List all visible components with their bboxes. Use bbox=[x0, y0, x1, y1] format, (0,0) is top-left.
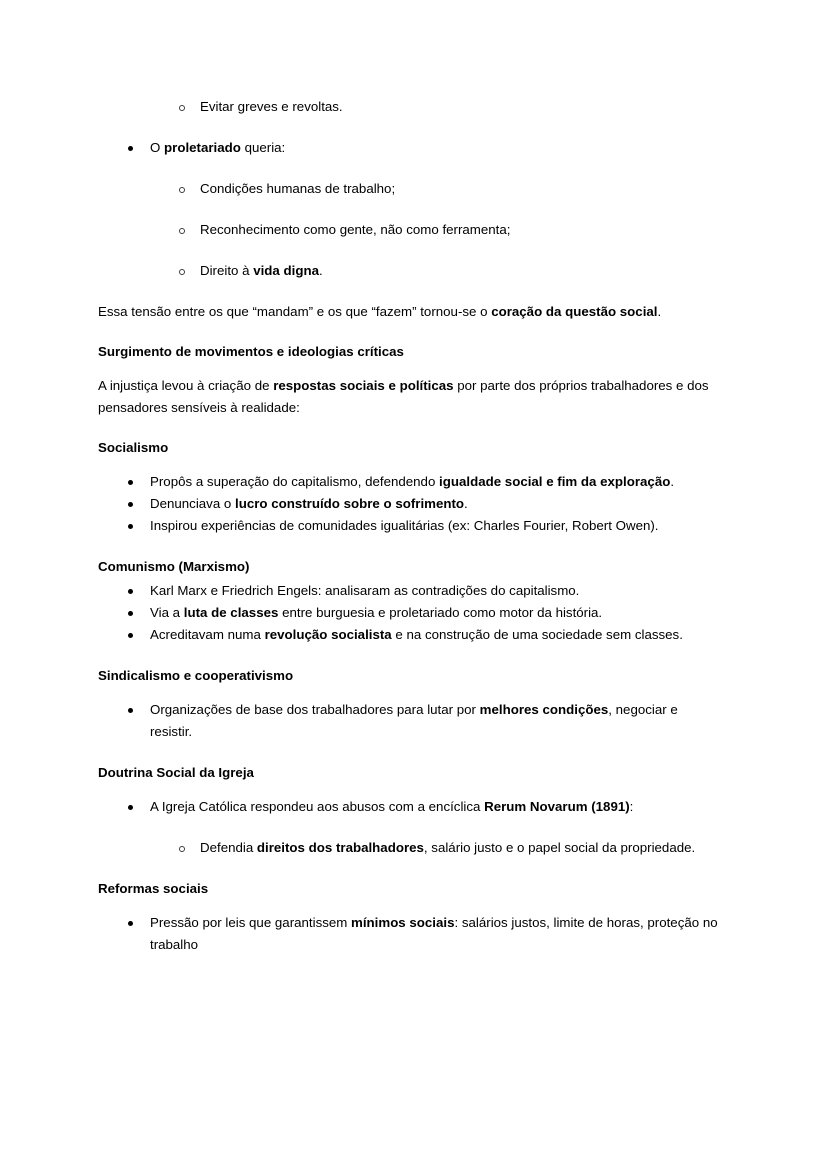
list-item-text-part1: Acreditavam numa bbox=[150, 627, 265, 642]
document-content bbox=[98, 96, 722, 956]
list-item bbox=[98, 515, 722, 537]
list-item-text-part2: , salário justo e o papel social da propriedade. bbox=[423, 840, 696, 855]
spacer bbox=[98, 282, 722, 301]
spacer bbox=[98, 159, 722, 178]
list-item-text-prefix: O bbox=[150, 140, 165, 155]
paragraph-text-part2: por parte dos próprios trabalhadores e dos pensadores sensíveis à realidade: bbox=[98, 378, 709, 415]
list-item-text-bold: proletariado bbox=[164, 140, 241, 155]
spacer bbox=[98, 646, 722, 665]
list-item bbox=[98, 602, 722, 624]
list-item bbox=[98, 624, 722, 646]
list-item-text-part2: , negociar e resistir. bbox=[150, 702, 678, 739]
list-item-text-suffix: . bbox=[318, 263, 323, 278]
list-reformas bbox=[98, 912, 722, 956]
list-item-text: Reconhecimento como gente, não como ferramenta; bbox=[200, 222, 511, 237]
paragraph-injustica bbox=[98, 375, 722, 419]
list-item bbox=[98, 580, 722, 602]
spacer bbox=[98, 118, 722, 137]
paragraph-text-part1: Essa tensão entre os que “mandam” e os que “fazem” tornou-se o bbox=[98, 304, 492, 319]
list-item bbox=[98, 219, 722, 241]
list-item-text-part1: Via a bbox=[150, 605, 184, 620]
list-item-text-bold: Rerum Novarum (1891) bbox=[484, 799, 630, 814]
list-item bbox=[98, 699, 722, 743]
list-proletariado-sublist bbox=[98, 178, 722, 282]
list-comunismo bbox=[98, 580, 722, 646]
paragraph-tensao bbox=[98, 301, 722, 323]
list-item bbox=[98, 796, 722, 818]
list-item-text-part2: : salários justos, limite de horas, proteção no trabalho bbox=[150, 915, 718, 952]
list-item-text: Condições humanas de trabalho; bbox=[200, 181, 396, 196]
list-proletariado bbox=[98, 137, 722, 159]
list-item-text-part2: entre burguesia e proletariado como motor da história. bbox=[278, 605, 603, 620]
list-item-text-part1: A Igreja Católica respondeu aos abusos com a encíclica bbox=[150, 799, 485, 814]
list-item bbox=[98, 178, 722, 200]
list-item-text-bold: melhores condições bbox=[479, 702, 609, 717]
spacer bbox=[98, 818, 722, 837]
list-socialismo bbox=[98, 471, 722, 537]
spacer bbox=[98, 859, 722, 878]
list-item-text: Karl Marx e Friedrich Engels: analisaram as contradições do capitalismo. bbox=[150, 583, 580, 598]
list-doutrina bbox=[98, 796, 722, 818]
list-item-text-bold: igualdade social e fim da exploração bbox=[439, 474, 671, 489]
heading-doutrina: Doutrina Social da Igreja bbox=[98, 765, 254, 780]
list-item-text-bold: direitos dos trabalhadores bbox=[256, 840, 424, 855]
list-item bbox=[98, 137, 722, 159]
list-item-text-part1: Denunciava o bbox=[150, 496, 236, 511]
list-item-text-prefix: Direito à bbox=[200, 263, 254, 278]
list-item-text-part2: : bbox=[629, 799, 634, 814]
list-item bbox=[98, 493, 722, 515]
list-item bbox=[98, 96, 722, 118]
list-item-text-bold: vida digna bbox=[253, 263, 319, 278]
list-item bbox=[98, 260, 722, 282]
list-doutrina-sublist bbox=[98, 837, 722, 859]
list-item-text-suffix: queria: bbox=[240, 140, 286, 155]
spacer bbox=[98, 743, 722, 762]
list-item-text: Inspirou experiências de comunidades igualitárias (ex: Charles Fourier, Robert Owen). bbox=[150, 518, 659, 533]
list-top-sublist bbox=[98, 96, 722, 118]
list-item-text: Evitar greves e revoltas. bbox=[200, 99, 343, 114]
list-item-text-part2: . bbox=[670, 474, 675, 489]
paragraph-text-part1: A injustiça levou à criação de bbox=[98, 378, 274, 393]
list-item-text-part2: e na construção de uma sociedade sem classes. bbox=[391, 627, 683, 642]
paragraph-text-bold: coração da questão social bbox=[491, 304, 658, 319]
list-item bbox=[98, 837, 722, 859]
heading-surgimento: Surgimento de movimentos e ideologias críticas bbox=[98, 344, 404, 359]
paragraph-text-bold: respostas sociais e políticas bbox=[273, 378, 454, 393]
list-sindicalismo bbox=[98, 699, 722, 743]
list-item-text-bold: lucro construído sobre o sofrimento bbox=[235, 496, 465, 511]
paragraph-text-part2: . bbox=[657, 304, 662, 319]
heading-socialismo: Socialismo bbox=[98, 440, 169, 455]
list-item bbox=[98, 912, 722, 956]
list-item-text-part1: Propôs a superação do capitalismo, defendendo bbox=[150, 474, 440, 489]
list-item-text-part2: . bbox=[464, 496, 468, 511]
heading-comunismo: Comunismo (Marxismo) bbox=[98, 559, 250, 574]
heading-reformas: Reformas sociais bbox=[98, 881, 209, 896]
list-item-text-bold: mínimos sociais bbox=[351, 915, 455, 930]
list-item-text-bold: luta de classes bbox=[183, 605, 279, 620]
list-item-text-part1: Pressão por leis que garantissem bbox=[150, 915, 352, 930]
list-item-text-part1: Organizações de base dos trabalhadores para lutar por bbox=[150, 702, 480, 717]
list-item-text-part1: Defendia bbox=[200, 840, 257, 855]
heading-sindicalismo: Sindicalismo e cooperativismo bbox=[98, 668, 294, 683]
list-item-text-bold: revolução socialista bbox=[264, 627, 392, 642]
list-item bbox=[98, 471, 722, 493]
spacer bbox=[98, 537, 722, 556]
